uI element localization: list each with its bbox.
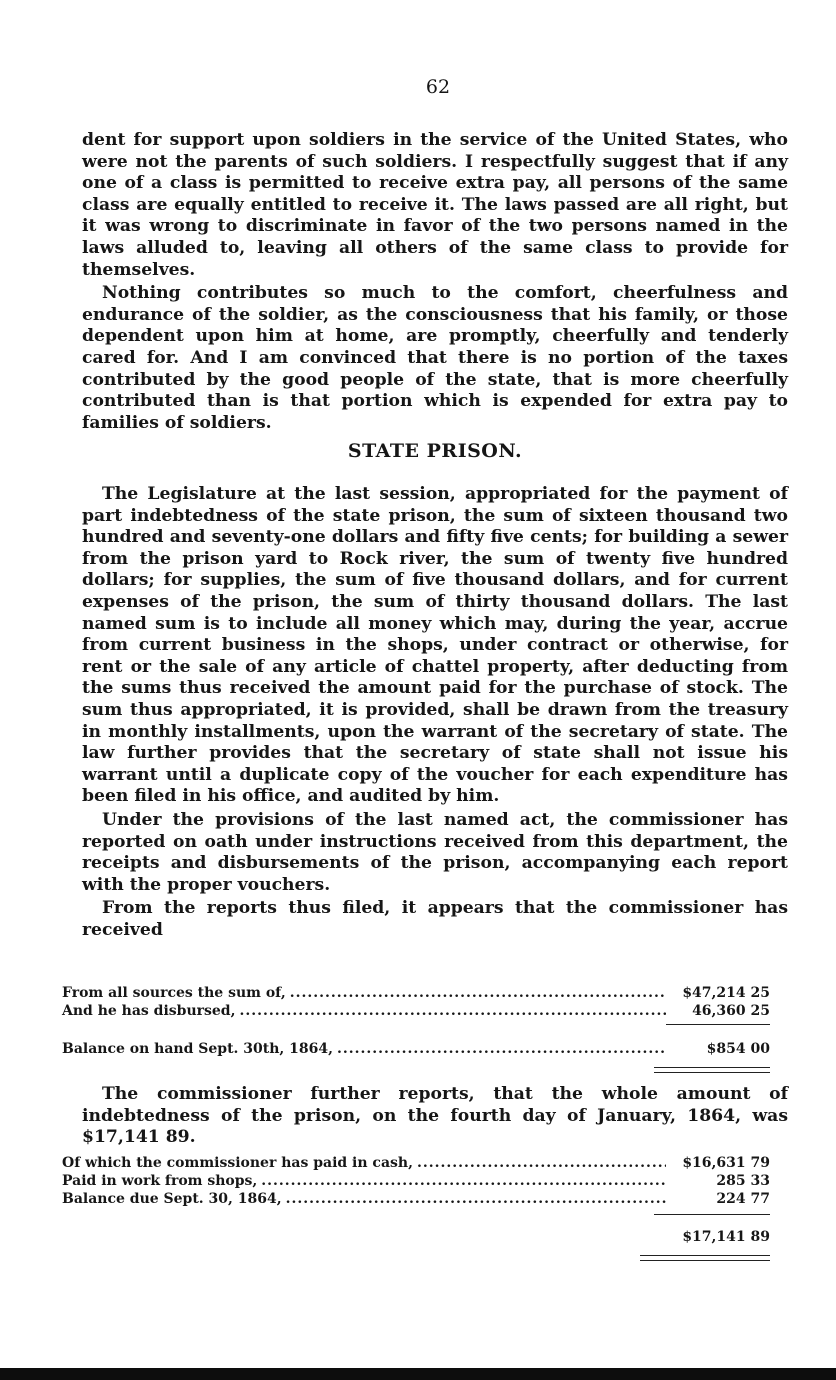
body-text-indebtedness bbox=[82, 1084, 788, 1149]
ledger-amount: $854 00 bbox=[706, 1041, 770, 1057]
subtotal-rule bbox=[666, 1024, 770, 1025]
body-text-top bbox=[82, 130, 788, 434]
ledger-total-row bbox=[62, 1228, 770, 1246]
section-heading: STATE PRISON. bbox=[347, 440, 523, 462]
total-ledger bbox=[62, 1228, 770, 1246]
paragraph-provisions: Under the provisions of the last named act, the commissioner has reported on oath under instructions received from this department, the receipts and disbursements of the prison, accompanying each report with the proper vouchers. bbox=[82, 809, 788, 895]
ledger-row bbox=[62, 1002, 770, 1020]
leader-dots bbox=[261, 1172, 666, 1190]
scan-edge-border bbox=[0, 1368, 836, 1380]
ledger-amount: 46,360 25 bbox=[692, 1003, 770, 1019]
receipts-ledger bbox=[62, 984, 770, 1020]
indebtedness-ledger bbox=[62, 1154, 770, 1208]
ledger-balance-row bbox=[62, 1040, 770, 1058]
body-text-state-prison bbox=[82, 484, 788, 941]
ledger-row bbox=[62, 1172, 770, 1190]
leader-dots bbox=[286, 1190, 666, 1208]
leader-dots bbox=[239, 1002, 666, 1020]
paragraph-continuation: dent for support upon soldiers in the service of the United States, who were not the parents of such soldiers. I respectfully suggest that if any one of a class is permitted to receive extra pay, all persons of the same class are equally entitled to receive it. The laws passed are all right, but it was wrong to discriminate in favor of the two persons named in the laws alluded to, leaving all others of the same class to provide for themselves. bbox=[82, 130, 788, 280]
ledger-label: Of which the commissioner has paid in cash, bbox=[62, 1155, 413, 1171]
ledger-label: Balance on hand Sept. 30th, 1864, bbox=[62, 1041, 333, 1057]
ledger-amount: 285 33 bbox=[716, 1173, 770, 1189]
ledger-amount: $47,214 25 bbox=[682, 985, 770, 1001]
leader-dots bbox=[337, 1040, 666, 1058]
double-rule-bottom bbox=[640, 1260, 770, 1261]
ledger-amount: 224 77 bbox=[716, 1191, 770, 1207]
double-rule-top bbox=[654, 1067, 770, 1068]
ledger-amount: $16,631 79 bbox=[682, 1155, 770, 1171]
ledger-label: Paid in work from shops, bbox=[62, 1173, 258, 1189]
double-rule-top bbox=[640, 1255, 770, 1256]
page-number: 62 bbox=[425, 76, 451, 98]
leader-dots bbox=[290, 984, 666, 1002]
ledger-row bbox=[62, 984, 770, 1002]
ledger-label: From all sources the sum of, bbox=[62, 985, 286, 1001]
ledger-label: Balance due Sept. 30, 1864, bbox=[62, 1191, 282, 1207]
leader-dots bbox=[417, 1154, 666, 1172]
balance-ledger bbox=[62, 1040, 770, 1058]
paragraph-soldier-comfort: Nothing contributes so much to the comfort, cheerfulness and endurance of the soldier, as the consciousness that his family, or those dependent upon him at home, are promptly, cheerfully and tenderly cared for. And I am convinced that there is no portion of the taxes contributed by the good people of the state, that is more cheerfully contributed than is that portion which is expended for extra pay to families of soldiers. bbox=[82, 283, 788, 433]
paragraph-legislature: The Legislature at the last session, appropriated for the payment of part indebtedness of the state prison, the sum of sixteen thousand two hundred and seventy-one dollars and fifty five cents; for building a sewer from the prison yard to Rock river, the sum of twenty five hundred dollars; for supplies, the sum of five thousand dollars, and for current expenses of the prison, the sum of thirty thousand dollars. The last named sum is to include all money which may, during the year, accrue from current business in the shops, under contract or otherwise, for rent or the sale of any article of chattel property, after deducting from the sums thus received the amount paid for the purchase of stock. The sum thus appropriated, it is provided, shall be drawn from the treasury in monthly installments, upon the warrant of the secretary of state. The law further provides that the secretary of state shall not issue his warrant until a duplicate copy of the voucher for each expenditure has been filed in his office, and audited by him. bbox=[82, 484, 788, 807]
double-rule-bottom bbox=[654, 1072, 770, 1073]
ledger-row bbox=[62, 1190, 770, 1208]
ledger-row bbox=[62, 1154, 770, 1172]
ledger-label: And he has disbursed, bbox=[62, 1003, 236, 1019]
ledger-total-amount: $17,141 89 bbox=[682, 1229, 770, 1245]
paragraph-indebtedness: The commissioner further reports, that the whole amount of indebtedness of the prison, on the fourth day of January, 1864, was $17,141 89. bbox=[82, 1084, 788, 1148]
paragraph-reports: From the reports thus filed, it appears that the commissioner has received bbox=[82, 898, 788, 940]
subtotal-rule bbox=[654, 1214, 770, 1215]
